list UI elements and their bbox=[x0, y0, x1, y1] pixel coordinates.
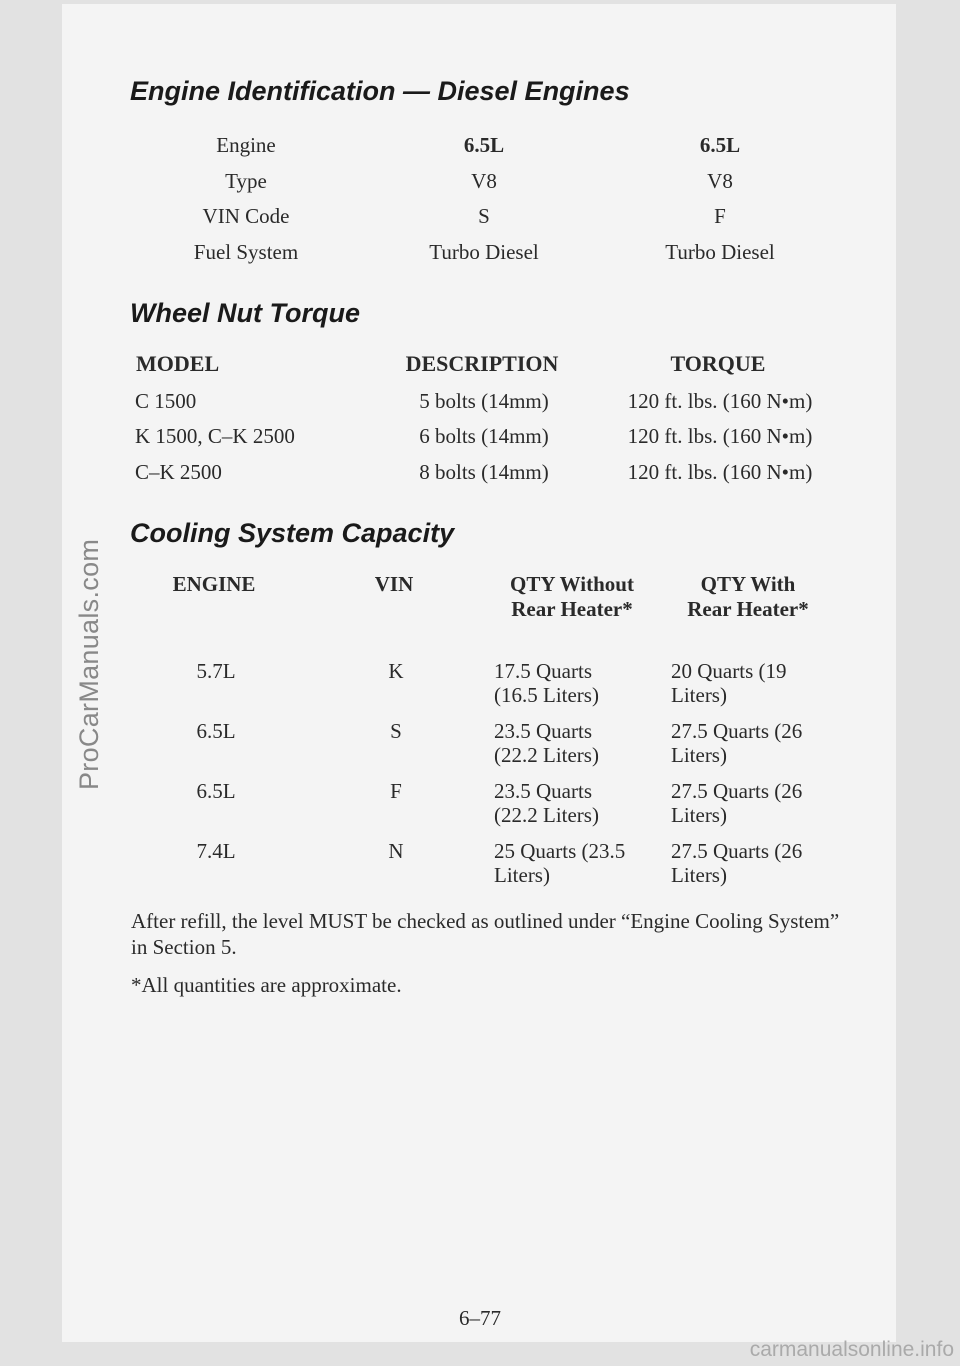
wheel-nut-cell: 120 ft. lbs. (160 N•m) bbox=[627, 389, 813, 413]
engine-id-label: Type bbox=[225, 169, 267, 193]
cooling-header: QTY Without bbox=[510, 572, 634, 596]
wheel-nut-cell: C 1500 bbox=[135, 389, 197, 413]
engine-id-title: Engine Identification — Diesel Engines bbox=[130, 76, 630, 106]
engine-id-col2-cell: Turbo Diesel bbox=[665, 240, 775, 264]
cooling-cell: Liters) bbox=[494, 863, 550, 887]
wheel-nut-header: MODEL bbox=[136, 351, 220, 376]
cooling-cell: 20 Quarts (19 bbox=[671, 659, 787, 683]
wheel-nut-cell: 6 bolts (14mm) bbox=[419, 424, 549, 448]
engine-id-col2-cell: V8 bbox=[707, 169, 733, 193]
cooling-cell: Liters) bbox=[671, 803, 727, 827]
cooling-cell: 6.5L bbox=[196, 719, 236, 743]
wheel-nut-title: Wheel Nut Torque bbox=[130, 298, 360, 328]
engine-id-label: VIN Code bbox=[202, 204, 290, 228]
cooling-cell: N bbox=[388, 839, 404, 863]
cooling-header: Rear Heater* bbox=[687, 597, 809, 621]
cooling-cell: S bbox=[390, 719, 402, 743]
cooling-cell: 5.7L bbox=[196, 659, 236, 683]
cooling-cell: 23.5 Quarts bbox=[494, 779, 592, 803]
cooling-cell: 17.5 Quarts bbox=[494, 659, 592, 683]
engine-id-col1-cell: Turbo Diesel bbox=[429, 240, 539, 264]
wheel-nut-cell: 120 ft. lbs. (160 N•m) bbox=[627, 424, 813, 448]
cooling-cell: (22.2 Liters) bbox=[494, 803, 599, 827]
engine-id-col1-cell: V8 bbox=[471, 169, 497, 193]
engine-id-label: Engine bbox=[216, 133, 276, 157]
wheel-nut-cell: 8 bolts (14mm) bbox=[419, 460, 549, 484]
cooling-cell: 7.4L bbox=[196, 839, 236, 863]
cooling-cell: 23.5 Quarts bbox=[494, 719, 592, 743]
wheel-nut-header: DESCRIPTION bbox=[405, 351, 559, 376]
wheel-nut-cell: 120 ft. lbs. (160 N•m) bbox=[627, 460, 813, 484]
engine-id-label: Fuel System bbox=[193, 240, 299, 264]
cooling-footnote: *All quantities are approximate. bbox=[131, 973, 402, 997]
cooling-cell: 25 Quarts (23.5 bbox=[494, 839, 626, 863]
page-number: 6–77 bbox=[459, 1306, 501, 1330]
engine-id-col1-cell: S bbox=[478, 204, 490, 228]
wheel-nut-cell: K 1500, C–K 2500 bbox=[135, 424, 295, 448]
cooling-title: Cooling System Capacity bbox=[130, 518, 455, 548]
cooling-cell: (16.5 Liters) bbox=[494, 683, 599, 707]
cooling-cell: F bbox=[390, 779, 402, 803]
cooling-cell: (22.2 Liters) bbox=[494, 743, 599, 767]
cooling-header: QTY With bbox=[700, 572, 796, 596]
engine-id-col2-cell: 6.5L bbox=[699, 133, 741, 157]
cooling-header: Rear Heater* bbox=[511, 597, 633, 621]
cooling-cell: Liters) bbox=[671, 743, 727, 767]
cooling-cell: K bbox=[388, 659, 404, 683]
engine-id-col1-cell: 6.5L bbox=[463, 133, 505, 157]
cooling-cell: 27.5 Quarts (26 bbox=[671, 839, 803, 863]
wheel-nut-cell: 5 bolts (14mm) bbox=[419, 389, 549, 413]
cooling-header: VIN bbox=[374, 572, 414, 596]
bottom-watermark: carmanualsonline.info bbox=[749, 1338, 954, 1361]
cooling-header: ENGINE bbox=[172, 572, 256, 596]
side-watermark: ProCarManuals.com bbox=[74, 538, 104, 790]
cooling-cell: 27.5 Quarts (26 bbox=[671, 719, 803, 743]
wheel-nut-cell: C–K 2500 bbox=[135, 460, 222, 484]
cooling-cell: Liters) bbox=[671, 863, 727, 887]
cooling-refill-note: After refill, the level MUST be checked as outlined under “Engine Cooling System” in Section 5. bbox=[131, 909, 840, 959]
wheel-nut-header: TORQUE bbox=[670, 351, 766, 376]
engine-id-col2-cell: F bbox=[714, 204, 726, 228]
cooling-cell: 6.5L bbox=[196, 779, 236, 803]
cooling-cell: Liters) bbox=[671, 683, 727, 707]
cooling-cell: 27.5 Quarts (26 bbox=[671, 779, 803, 803]
